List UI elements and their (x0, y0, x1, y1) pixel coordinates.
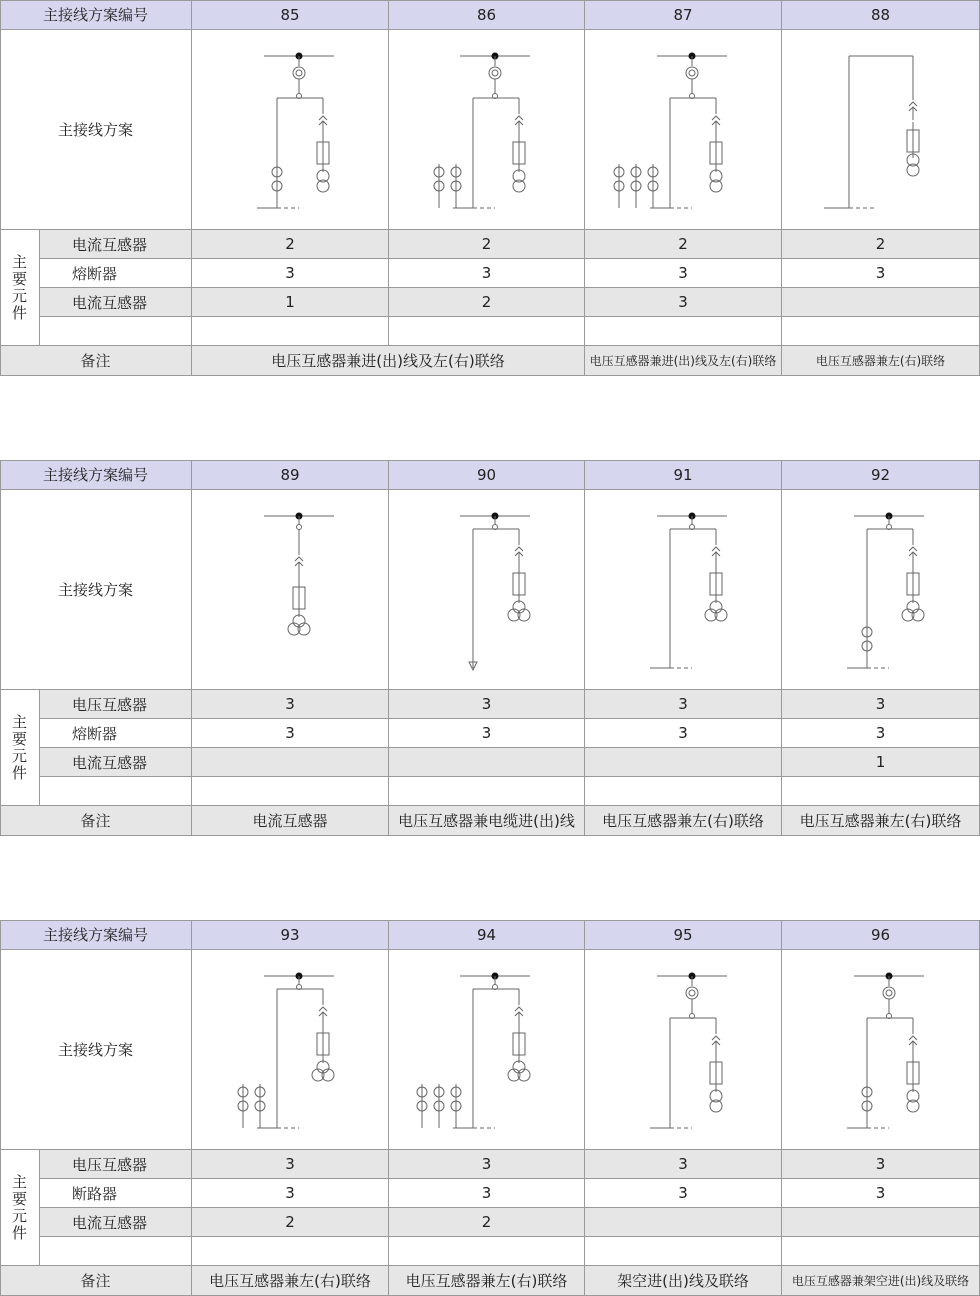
component-count: 3 (389, 1150, 585, 1179)
scheme-number: 92 (782, 460, 980, 490)
remark-text: 电压互感器兼进(出)线及左(右)联络 (192, 346, 585, 376)
ct-ring-icon (883, 987, 895, 999)
component-count: 3 (782, 1179, 980, 1208)
component-count: 3 (192, 719, 389, 748)
main-components-label (0, 690, 40, 806)
scheme-number: 91 (585, 460, 782, 490)
component-count (585, 317, 782, 346)
component-count (192, 317, 389, 346)
component-count: 1 (192, 288, 389, 317)
scheme-label: 主接线方案 (0, 30, 192, 230)
remark-text: 电压互感器兼进(出)线及左(右)联络 (585, 346, 782, 376)
disconnect-switch-icon (712, 547, 720, 551)
remark-label: 备注 (0, 806, 192, 836)
wiring-diagram (585, 950, 782, 1150)
component-count (192, 777, 389, 806)
wiring-diagram-cell (389, 490, 585, 690)
remark-text: 电流互感器 (192, 806, 389, 836)
disconnect-switch-icon (319, 116, 327, 120)
component-name: 电流互感器 (40, 748, 192, 777)
wiring-diagram (192, 950, 389, 1150)
remark-text: 电压互感器兼架空进(出)线及联络 (782, 1266, 980, 1296)
component-count: 3 (585, 288, 782, 317)
component-count: 2 (389, 1208, 585, 1237)
wiring-diagram-cell (192, 490, 389, 690)
component-count: 3 (782, 719, 980, 748)
header-label: 主接线方案编号 (0, 460, 192, 490)
remark-label: 备注 (0, 1266, 192, 1296)
component-count (782, 777, 980, 806)
group-label-char: 件 (11, 763, 27, 782)
remark-text: 电压互感器兼电缆进(出)线 (389, 806, 585, 836)
ct-ring-inner (296, 70, 302, 76)
component-count: 3 (389, 719, 585, 748)
scheme-number: 94 (389, 920, 585, 950)
disconnect-switch-icon (909, 547, 917, 551)
wiring-diagram-cell (782, 950, 980, 1150)
component-count: 3 (585, 690, 782, 719)
ct-ring-inner (492, 70, 498, 76)
component-name: 电流互感器 (40, 1208, 192, 1237)
component-count (782, 288, 980, 317)
scheme-table-2 (0, 460, 980, 836)
component-count: 3 (585, 1150, 782, 1179)
ct-ring-icon (686, 987, 698, 999)
component-name: 电压互感器 (40, 690, 192, 719)
component-count (389, 777, 585, 806)
remark-text: 架空进(出)线及联络 (585, 1266, 782, 1296)
scheme-number: 95 (585, 920, 782, 950)
component-name: 断路器 (40, 1179, 192, 1208)
component-count: 3 (782, 690, 980, 719)
component-count (585, 1237, 782, 1266)
header-label: 主接线方案编号 (0, 0, 192, 30)
junction-node (297, 525, 302, 530)
scheme-number: 89 (192, 460, 389, 490)
remark-text: 电压互感器兼左(右)联络 (389, 1266, 585, 1296)
remark-text: 电压互感器兼左(右)联络 (192, 1266, 389, 1296)
wiring-diagram-cell (192, 950, 389, 1150)
wiring-diagram-cell (782, 30, 980, 230)
component-count: 3 (389, 1179, 585, 1208)
wiring-diagram (389, 490, 585, 690)
ct-ring-icon (686, 67, 698, 79)
scheme-number: 86 (389, 0, 585, 30)
component-count (192, 748, 389, 777)
remark-label: 备注 (0, 346, 192, 376)
ct-ring-inner (886, 990, 892, 996)
scheme-number: 90 (389, 460, 585, 490)
component-name (40, 1237, 192, 1266)
disconnect-switch-icon (909, 102, 917, 106)
remark-text: 电压互感器兼左(右)联络 (782, 806, 980, 836)
wiring-diagram-cell (585, 30, 782, 230)
component-count (585, 1208, 782, 1237)
component-count: 3 (192, 1150, 389, 1179)
group-label-char: 元 (11, 286, 27, 305)
component-count (585, 748, 782, 777)
component-count (389, 1237, 585, 1266)
wiring-diagram (782, 950, 980, 1150)
main-components-label (0, 1150, 40, 1266)
wiring-diagram (192, 30, 389, 230)
component-count (782, 1208, 980, 1237)
component-count: 3 (192, 1179, 389, 1208)
group-label-char: 件 (11, 303, 27, 322)
main-components-label (0, 230, 40, 346)
scheme-number: 96 (782, 920, 980, 950)
group-label-char: 主 (11, 252, 27, 271)
scheme-number: 87 (585, 0, 782, 30)
wiring-diagram (585, 30, 782, 230)
group-label-char: 要 (11, 729, 27, 748)
group-label-char: 要 (11, 269, 27, 288)
component-count: 2 (192, 230, 389, 259)
component-count: 2 (389, 288, 585, 317)
group-label-char: 主 (11, 1172, 27, 1191)
group-label-char: 要 (11, 1189, 27, 1208)
component-name (40, 317, 192, 346)
header-label: 主接线方案编号 (0, 920, 192, 950)
remark-text: 电压互感器兼左(右)联络 (782, 346, 980, 376)
group-label-char: 元 (11, 1206, 27, 1225)
disconnect-switch-icon (295, 557, 303, 561)
wiring-diagram (585, 490, 782, 690)
component-name: 电流互感器 (40, 288, 192, 317)
component-count (782, 1237, 980, 1266)
component-count: 3 (585, 1179, 782, 1208)
disconnect-switch-icon (515, 116, 523, 120)
component-count: 3 (389, 690, 585, 719)
scheme-table-3 (0, 920, 980, 1296)
component-count: 3 (585, 719, 782, 748)
group-label-char: 主 (11, 712, 27, 731)
wiring-diagram-cell (585, 490, 782, 690)
wiring-diagram-cell (585, 950, 782, 1150)
scheme-table-1 (0, 0, 980, 376)
component-count (389, 748, 585, 777)
component-count: 1 (782, 748, 980, 777)
component-count (782, 317, 980, 346)
disconnect-switch-icon (319, 1007, 327, 1011)
disconnect-switch-icon (515, 547, 523, 551)
wiring-diagram (782, 490, 980, 690)
component-count: 3 (585, 259, 782, 288)
component-count: 3 (389, 259, 585, 288)
component-name: 熔断器 (40, 259, 192, 288)
remark-text: 电压互感器兼左(右)联络 (585, 806, 782, 836)
wiring-diagram-cell (192, 30, 389, 230)
component-count: 2 (782, 230, 980, 259)
ct-ring-inner (689, 990, 695, 996)
ct-ring-icon (489, 67, 501, 79)
wiring-diagram (389, 950, 585, 1150)
component-name (40, 777, 192, 806)
wiring-diagram-cell (389, 30, 585, 230)
component-count (389, 317, 585, 346)
scheme-number: 93 (192, 920, 389, 950)
scheme-label: 主接线方案 (0, 490, 192, 690)
component-name: 熔断器 (40, 719, 192, 748)
component-count (192, 1237, 389, 1266)
wiring-diagram (389, 30, 585, 230)
wiring-diagram-cell (389, 950, 585, 1150)
ct-ring-inner (689, 70, 695, 76)
component-count: 2 (192, 1208, 389, 1237)
component-count: 2 (389, 230, 585, 259)
disconnect-switch-icon (712, 116, 720, 120)
component-count: 2 (585, 230, 782, 259)
component-count: 3 (782, 259, 980, 288)
wiring-diagram (782, 30, 980, 230)
wiring-diagram (192, 490, 389, 690)
component-name: 电压互感器 (40, 1150, 192, 1179)
scheme-label: 主接线方案 (0, 950, 192, 1150)
scheme-number: 85 (192, 0, 389, 30)
wiring-diagram-cell (782, 490, 980, 690)
scheme-number: 88 (782, 0, 980, 30)
component-name: 电流互感器 (40, 230, 192, 259)
component-count (585, 777, 782, 806)
component-count: 3 (192, 690, 389, 719)
disconnect-switch-icon (909, 1036, 917, 1040)
component-count: 3 (192, 259, 389, 288)
disconnect-switch-icon (515, 1007, 523, 1011)
ct-ring-icon (293, 67, 305, 79)
group-label-char: 件 (11, 1223, 27, 1242)
component-count: 3 (782, 1150, 980, 1179)
group-label-char: 元 (11, 746, 27, 765)
disconnect-switch-icon (712, 1036, 720, 1040)
